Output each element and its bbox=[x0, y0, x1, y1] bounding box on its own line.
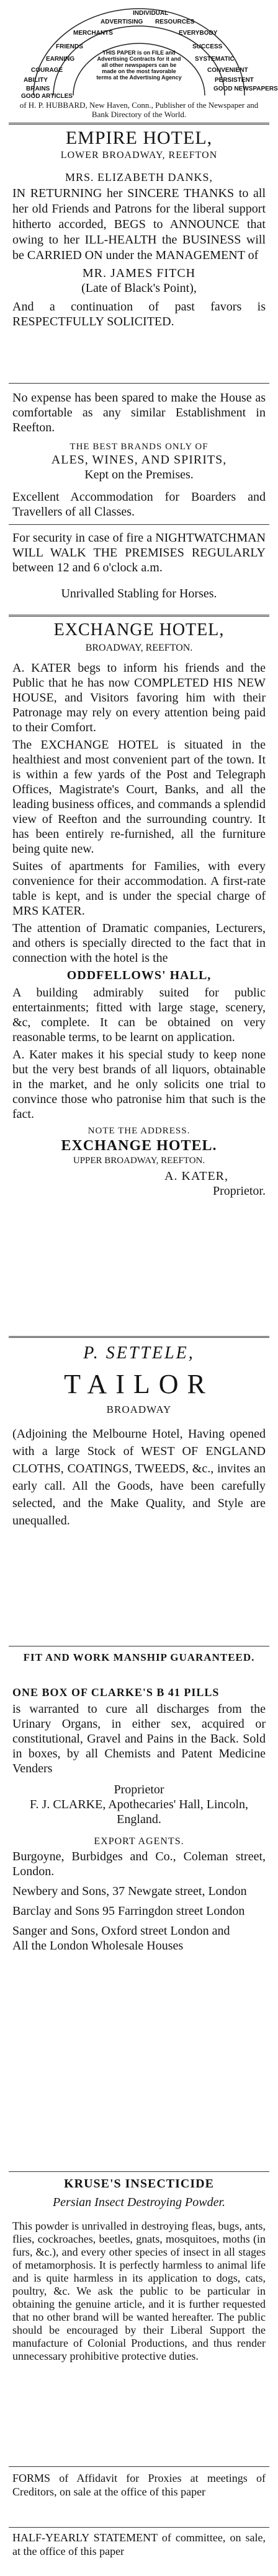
empire-brands-b: ALES, WINES, AND SPIRITS, bbox=[51, 453, 227, 467]
empire-manager-note: (Late of Black's Point), bbox=[81, 281, 197, 295]
emblem-seg-3: MERCHANTS bbox=[73, 30, 113, 37]
settele-name: P. SETTELE, bbox=[83, 1343, 195, 1363]
clarke-body: is warranted to cure all discharges from the Urinary Organs, in either sex, acquired or constitutional, Gravel and Pains in the Back. Sold in boxes, by all Chemists and Patent Medicine Venders bbox=[12, 1702, 266, 1775]
advertising-emblem bbox=[9, 2, 278, 100]
empire-body1: IN RETURNING her SINCERE THANKS to all her old Friends and Patrons for the liberal support hitherto accorded, BEGS to ANNOUNCE that owing to her ILL-HEALTH the BUSINESS will be CARRIED ON under the MANAGEMENT of bbox=[12, 187, 266, 262]
clarke-header: FIT AND WORK MANSHIP GUARANTEED. bbox=[23, 1651, 255, 1663]
settele-trade: TAILOR bbox=[64, 1369, 214, 1399]
forms-body: FORMS of Affidavit for Proxies at meetings of Creditors, on sale at the office of this paper bbox=[12, 2472, 266, 2498]
clarke-prop-label: Proprietor bbox=[114, 1783, 164, 1796]
exchange-title: EXCHANGE HOTEL, bbox=[53, 620, 225, 640]
empire-fire: For security in case of fire a NIGHTWATCHMAN WILL WALK THE PREMISES REGULARLY between 12 and 6 o'clock a.m. bbox=[12, 531, 266, 574]
keating-title: KRUSE'S INSECTICIDE bbox=[64, 2177, 214, 2191]
emblem-seg-13: GOOD ARTICLES bbox=[21, 93, 73, 100]
clarke-agent4: Sanger and Sons, Oxford street London and bbox=[12, 1924, 230, 1938]
emblem-seg-14: PERSISTENT bbox=[215, 77, 254, 84]
emblem-seg-1: ADVERTISING bbox=[101, 19, 143, 25]
exchange-title2: EXCHANGE HOTEL. bbox=[61, 1138, 217, 1154]
exchange-signer-role: Proprietor. bbox=[213, 1184, 266, 1198]
divider bbox=[9, 2171, 269, 2172]
exchange-p6: A. Kater makes it his special study to keep none but the very best brands of all liquors, obtainable in the market, and he only solicits one trial to convince those who patronise him that such is the fact. bbox=[12, 1048, 266, 1121]
exchange-hall: ODDFELLOWS' HALL, bbox=[66, 969, 212, 982]
settele-p1: (Adjoining the Melbourne Hotel, Having opened with a large Stock of WEST OF ENGLAND CLOTHS, COATINGS, TWEEDS, &c., invites an early call. All the Goods, have been carefully selected, and the Make Quality, and Style are unequalled. bbox=[12, 1427, 266, 1528]
empire-brands-c: Kept on the Premises. bbox=[84, 468, 194, 481]
empire-location: LOWER BROADWAY, REEFTON bbox=[60, 150, 218, 160]
forms-body2: HALF-YEARLY STATEMENT of committee, on sale, at the office of this paper bbox=[12, 2531, 266, 2557]
divider bbox=[9, 615, 269, 617]
emblem-seg-10: COURAGE bbox=[31, 67, 63, 74]
empire-title: EMPIRE HOTEL, bbox=[65, 128, 213, 148]
emblem-seg-8: EARNING bbox=[46, 56, 75, 63]
clarke-intro: ONE BOX OF CLARKE'S B 41 PILLS bbox=[12, 1686, 220, 1699]
empire-accom: Excellent Accommodation for Boarders and Travellers of all Classes. bbox=[12, 490, 266, 519]
empire-manager: MR. JAMES FITCH bbox=[82, 266, 196, 280]
exchange-p3: Suites of apartments for Families, with every convenience for their accommodation. A first-rate table is kept, and is under the special charge of MRS KATER. bbox=[12, 859, 266, 918]
exchange-signer: A. KATER, bbox=[164, 1169, 228, 1183]
divider bbox=[9, 1336, 269, 1338]
empire-brands-a: THE BEST BRANDS ONLY OF bbox=[70, 442, 208, 452]
exchange-p5: A building admirably suited for public entertainments; fitted with large stage, scenery, &c, complete. It can be obtained on very reasonable terms, to be learnt on application. bbox=[12, 986, 266, 1044]
exchange-location: BROADWAY, REEFTON. bbox=[85, 643, 193, 653]
empire-stable: Unrivalled Stabling for Horses. bbox=[61, 587, 217, 600]
divider bbox=[9, 123, 269, 125]
emblem-seg-12: BRAINS bbox=[26, 86, 50, 92]
exchange-p2: The EXCHANGE HOTEL is situated in the healthiest and most convenient part of the town. It is within a few yards of the Post and Telegraph Offices, Magistrate's Court, Banks, and all the leading business offices, and commands a splendid view of Reefton and the surrounding country. It has been entirely re-furnished, all the furniture being quite new. bbox=[12, 738, 266, 856]
emblem-seg-2: RESOURCES bbox=[155, 19, 195, 25]
empire-body2: And a continuation of past favors is RESPECTFULLY SOLICITED. bbox=[12, 300, 266, 328]
exchange-p4: The attention of Dramatic companies, Lecturers, and others is specially directed to the fact that in connection with the hotel is the bbox=[12, 921, 266, 965]
clarke-agent5: All the London Wholesale Houses bbox=[12, 1939, 184, 1953]
emblem-seg-9: CONVENIENT bbox=[207, 67, 248, 74]
empire-proprietor: MRS. ELIZABETH DANKS, bbox=[65, 171, 213, 183]
divider bbox=[9, 383, 269, 384]
keating-body: This powder is unrivalled in destroying fleas, bugs, ants, flies, cockroaches, beetles, gnats, mosquitoes, moths (in furs, &c.), and every other species of insect in all stages of metamorphosis. It is perfectly harmless to animal life and is quite harmless in its application to dogs, cats, poultry, &c. We ask the public to be particular in obtaining the genuine article, and it is further requested that no other brand will be wanted hereafter. The public should be encouraged by their Liberal Support the manufacture of Colonial Productions, and thus render unnecessary prohibitive protective duties. bbox=[12, 2220, 266, 2362]
emblem-seg-5: FRIENDS bbox=[56, 43, 83, 50]
exchange-p1: A. KATER begs to inform his friends and the Public that he has now COMPLETED HIS NEW HOUSE, and Visitors favoring him with their Patronage may rely on every attention being paid to their Comfort. bbox=[12, 661, 266, 734]
emblem-seg-11: ABILITY bbox=[24, 77, 48, 84]
divider bbox=[9, 2466, 269, 2467]
clarke-agent3: Barclay and Sons 95 Farringdon street London bbox=[12, 1904, 245, 1918]
exchange-loc2: UPPER BROADWAY, REEFTON. bbox=[73, 1156, 205, 1166]
keating-subtitle: Persian Insect Destroying Powder. bbox=[52, 2196, 226, 2209]
divider bbox=[9, 524, 269, 525]
emblem-seg-6: SUCCESS bbox=[192, 43, 223, 50]
empire-expense: No expense has been spared to make the House as comfortable as any similar Establishment in Reefton. bbox=[12, 391, 266, 434]
emblem-seg-15: GOOD NEWSPAPERS bbox=[213, 86, 278, 92]
emblem-seg-4: EVERYBODY bbox=[179, 30, 218, 37]
divider bbox=[9, 2527, 269, 2528]
clarke-prop: F. J. CLARKE, Apothecaries' Hall, Lincoln, England. bbox=[30, 1798, 248, 1826]
clarke-agent2: Newbery and Sons, 37 Newgate street, London bbox=[12, 1884, 247, 1898]
settele-street: BROADWAY bbox=[106, 1404, 172, 1415]
emblem-seg-7: SYSTEMATIC bbox=[195, 56, 235, 63]
emblem-seg-0: INDIVIDUAL bbox=[133, 10, 169, 17]
clarke-agents-label: EXPORT AGENTS. bbox=[94, 1836, 184, 1847]
exchange-note: NOTE THE ADDRESS. bbox=[87, 1126, 191, 1136]
emblem-footer: of H. P. HUBBARD, New Haven, Conn., Publisher of the Newspaper and Bank Directory of the World. bbox=[19, 100, 259, 119]
emblem-center-text: THIS PAPER is on FILE and Advertising Contracts for it and all other newspapers can be made on the most favorable terms at the Advertising Agency bbox=[96, 50, 182, 81]
clarke-agents: Burgoyne, Burbidges and Co., Coleman street, London. bbox=[12, 1850, 266, 1878]
